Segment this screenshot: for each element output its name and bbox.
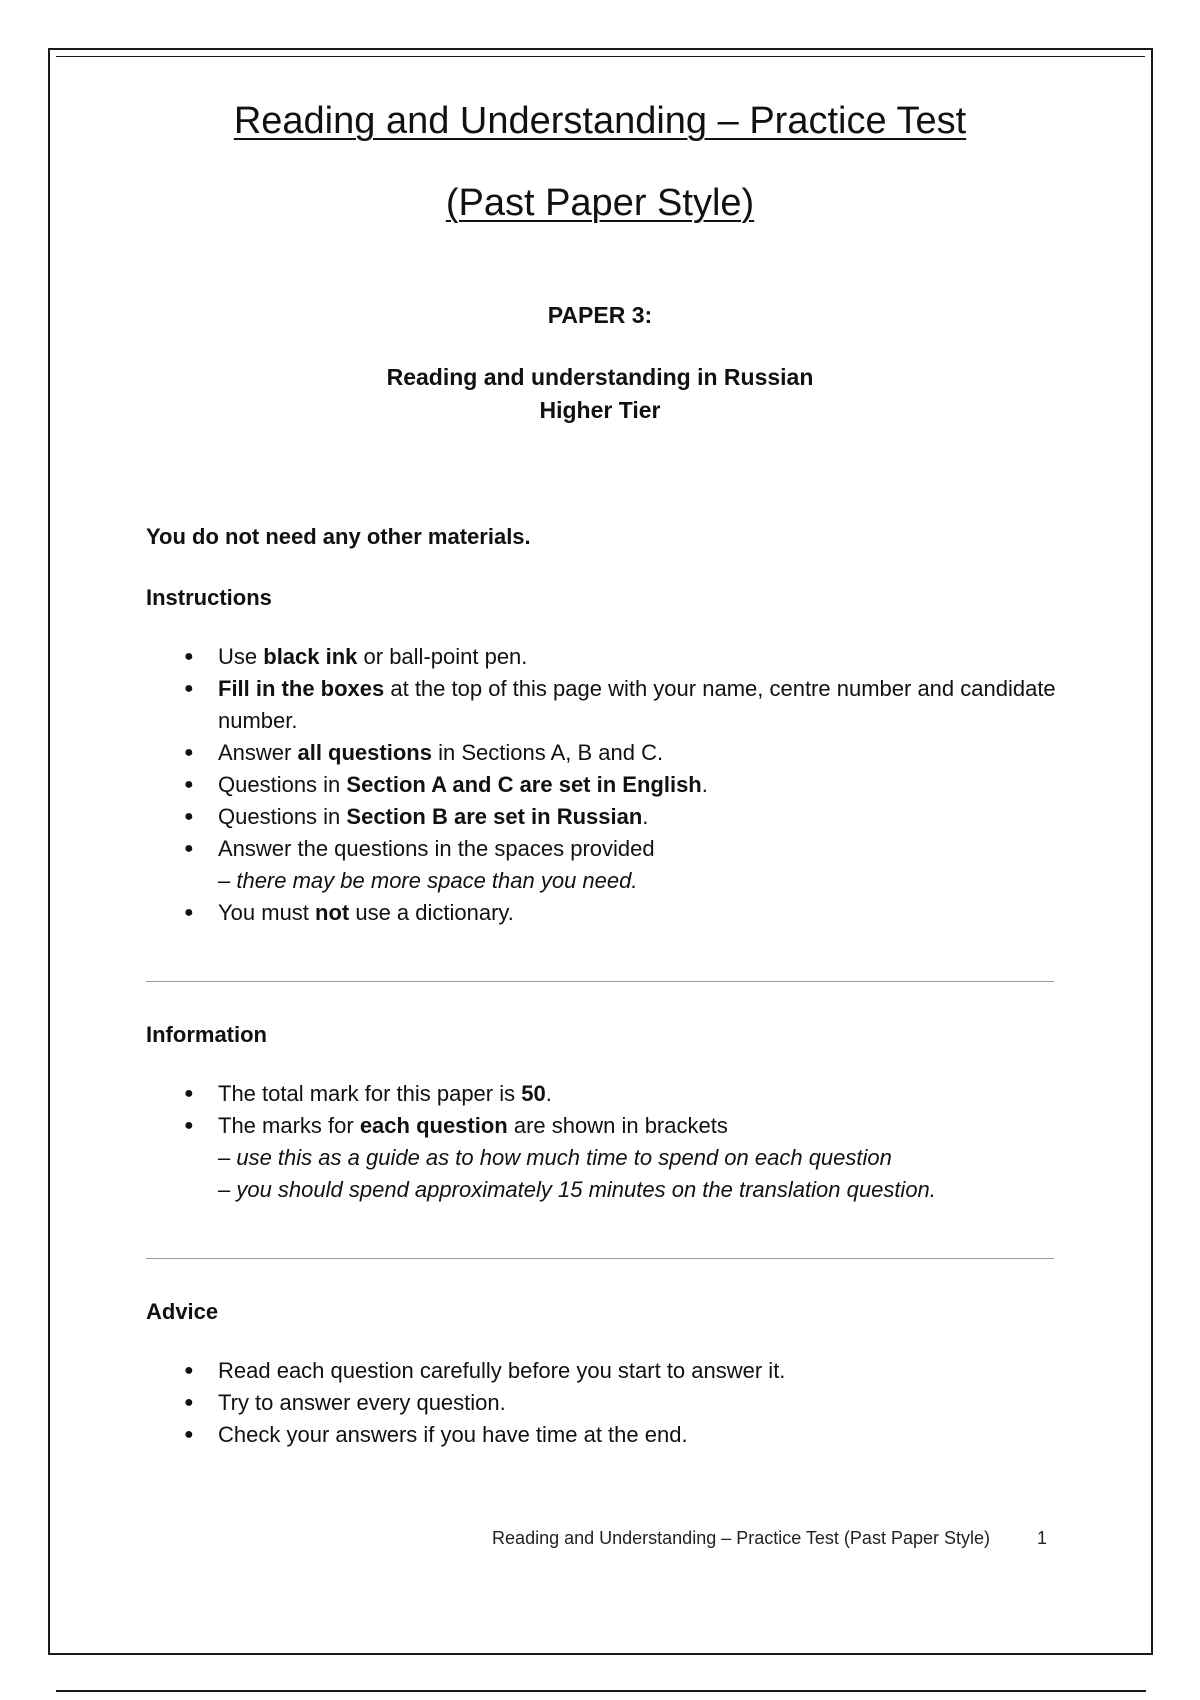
list-item: ● Questions in Section B are set in Russian. [182, 801, 1062, 833]
bullet-icon: ● [184, 648, 194, 665]
bullet-icon: ● [184, 744, 194, 761]
list-item-note: – there may be more space than you need. [218, 868, 638, 893]
list-item: ● Fill in the boxes at the top of this page with your name, centre number and candidate number. [182, 673, 1062, 737]
list-item-note: – use this as a guide as to how much time to spend on each question [218, 1145, 892, 1170]
materials-note: You do not need any other materials. [146, 524, 531, 549]
tier-heading: Higher Tier [539, 397, 661, 423]
subject-heading: Reading and understanding in Russian [386, 364, 814, 390]
advice-heading: Advice [146, 1299, 219, 1324]
title-line-2: (Past Paper Style) [445, 182, 755, 224]
list-item-note: – you should spend approximately 15 minutes on the translation question. [218, 1177, 936, 1202]
paper-label: PAPER 3: [547, 302, 653, 328]
information-list [182, 1078, 1062, 1206]
top-inner-rule [56, 56, 1145, 57]
list-item: ● Use black ink or ball-point pen. [182, 641, 1062, 673]
bullet-icon: ● [184, 776, 194, 793]
list-item: ● Read each question carefully before you start to answer it. [182, 1355, 1062, 1387]
instructions-heading: Instructions [146, 585, 272, 610]
bullet-icon: ● [184, 1085, 194, 1102]
bullet-icon: ● [184, 904, 194, 921]
list-item: ● Questions in Section A and C are set in English. [182, 769, 1062, 801]
bottom-rule [56, 1690, 1146, 1692]
instructions-list [182, 641, 1062, 929]
list-item: ● The marks for each question are shown in brackets – use this as a guide as to how much time to spend on each question – you should spend approximately 15 minutes on the translation question. [182, 1110, 1062, 1206]
list-item: ● Check your answers if you have time at the end. [182, 1419, 1062, 1451]
list-item: ● The total mark for this paper is 50. [182, 1078, 1062, 1110]
list-item: ● You must not use a dictionary. [182, 897, 1062, 929]
page-number: 1 [1037, 1528, 1048, 1548]
bullet-icon: ● [184, 840, 194, 857]
section-divider [146, 981, 1054, 982]
bullet-icon: ● [184, 1426, 194, 1443]
bullet-icon: ● [184, 1394, 194, 1411]
bullet-icon: ● [184, 1362, 194, 1379]
bullet-icon: ● [184, 808, 194, 825]
bullet-icon: ● [184, 680, 194, 697]
list-item: ● Answer the questions in the spaces provided – there may be more space than you need. [182, 833, 1062, 897]
title-line-1: Reading and Understanding – Practice Test [233, 100, 967, 142]
list-item: ● Try to answer every question. [182, 1387, 1062, 1419]
footer-title: Reading and Understanding – Practice Test (Past Paper Style) [492, 1528, 990, 1548]
advice-list [182, 1355, 1062, 1451]
information-heading: Information [146, 1022, 267, 1047]
list-item: ● Answer all questions in Sections A, B and C. [182, 737, 1062, 769]
section-divider [146, 1258, 1054, 1259]
bullet-icon: ● [184, 1117, 194, 1134]
